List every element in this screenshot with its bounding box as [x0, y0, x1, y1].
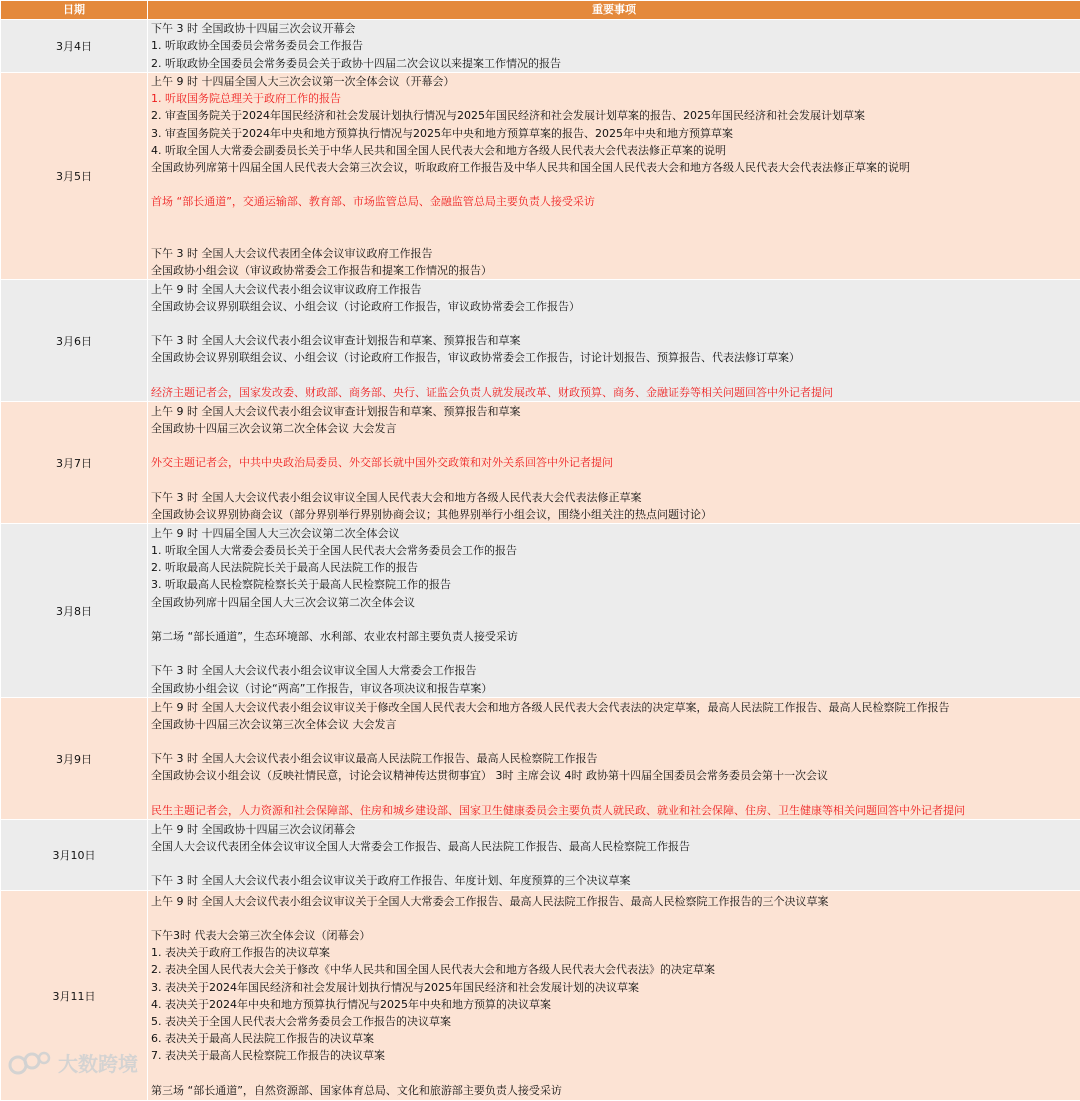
date-cell: 3月4日: [1, 20, 148, 73]
event-line: 上午 9 时 全国人大会议代表小组会议审查计划报告和草案、预算报告和草案: [151, 403, 1080, 420]
event-line: 下午 3 时 全国人大会议代表小组会议审议全国人民代表大会和地方各级人民代表大会代表法修正草案: [151, 489, 1080, 506]
schedule-body: [1, 20, 1080, 1101]
event-line: 下午 3 时 全国政协十四届三次会议开幕会: [151, 20, 1080, 37]
event-line: 全国政协会议界别联组会议、小组会议（讨论政府工作报告，审议政协常委会工作报告，讨论计划报告、预算报告、代表法修订草案）: [151, 349, 1080, 366]
event-line: 6. 表决关于最高人民法院工作报告的决议草案: [151, 1030, 1080, 1047]
event-line: 上午 9 时 十四届全国人大三次会议第二次全体会议: [151, 525, 1080, 542]
events-cell: [148, 402, 1080, 524]
spacer-line: [151, 437, 1080, 454]
event-line: 1. 听取政协全国委员会常务委员会工作报告: [151, 37, 1080, 54]
table-row: [1, 20, 1080, 73]
event-line: 全国政协会议界别联组会议、小组会议（讨论政府工作报告，审议政协常委会工作报告）: [151, 298, 1080, 315]
spacer-line: [151, 733, 1080, 750]
table-row: [1, 524, 1080, 698]
spacer-line: [151, 611, 1080, 628]
table-row: [1, 891, 1080, 1101]
event-line: 全国政协列席十四届全国人大三次会议第二次全体会议: [151, 594, 1080, 611]
table-row: [1, 698, 1080, 820]
event-line: 全国政协十四届三次会议第三次全体会议 大会发言: [151, 716, 1080, 733]
event-line: 全国政协十四届三次会议第二次全体会议 大会发言: [151, 420, 1080, 437]
event-line: 上午 9 时 全国政协十四届三次会议闭幕会: [151, 821, 1080, 838]
spacer-line: [151, 645, 1080, 662]
event-line: 2. 听取最高人民法院院长关于最高人民法院工作的报告: [151, 559, 1080, 576]
date-cell: 3月7日: [1, 402, 148, 524]
event-line: 上午 9 时 全国人大会议代表小组会议审议关于全国人大常委会工作报告、最高人民法院工作报告、最高人民检察院工作报告的三个决议草案: [151, 893, 1080, 910]
spacer-line: [151, 471, 1080, 488]
event-line: 民生主题记者会，人力资源和社会保障部、住房和城乡建设部、国家卫生健康委员会主要负责人就民政、就业和社会保障、住房、卫生健康等相关问题回答中外记者提问: [151, 802, 1080, 819]
event-line: 全国政协小组会议（审议政协常委会工作报告和提案工作情况的报告）: [151, 262, 1080, 279]
date-column-header: 日期: [1, 1, 148, 20]
spacer-line: [151, 910, 1080, 927]
event-line: 全国政协会议界别协商会议（部分界别举行界别协商会议；其他界别举行小组会议，围绕小组关注的热点问题讨论）: [151, 506, 1080, 523]
event-line: 第二场 “部长通道”，生态环境部、水利部、农业农村部主要负责人接受采访: [151, 628, 1080, 645]
event-line: 上午 9 时 十四届全国人大三次会议第一次全体会议（开幕会）: [151, 73, 1080, 90]
event-line: 上午 9 时 全国人大会议代表小组会议审议政府工作报告: [151, 281, 1080, 298]
events-cell: [148, 524, 1080, 698]
spacer-line: [151, 1065, 1080, 1082]
event-line: 1. 听取国务院总理关于政府工作的报告: [151, 90, 1080, 107]
table-row: [1, 820, 1080, 891]
event-line: 3. 听取最高人民检察院检察长关于最高人民检察院工作的报告: [151, 576, 1080, 593]
event-line: 下午 3 时 全国人大会议代表小组会议审议全国人大常委会工作报告: [151, 662, 1080, 679]
table-row: [1, 402, 1080, 524]
event-line: 1. 听取全国人大常委会委员长关于全国人民代表大会常务委员会工作的报告: [151, 542, 1080, 559]
event-line: 全国政协会议小组会议（反映社情民意，讨论会议精神传达贯彻事宜） 3时 主席会议 4时 政协第十四届全国委员会常务委员会第十一次会议: [151, 767, 1080, 784]
event-line: 全国人大会议代表团全体会议审议全国人大常委会工作报告、最高人民法院工作报告、最高人民检察院工作报告: [151, 838, 1080, 855]
event-line: 下午 3 时 全国人大会议代表团全体会议审议政府工作报告: [151, 245, 1080, 262]
date-cell: 3月5日: [1, 73, 148, 280]
events-cell: [148, 20, 1080, 73]
date-cell: 3月6日: [1, 280, 148, 402]
event-line: 第三场 “部长通道”，自然资源部、国家体育总局、文化和旅游部主要负责人接受采访: [151, 1082, 1080, 1099]
spacer-line: [151, 228, 1080, 245]
date-cell: 3月8日: [1, 524, 148, 698]
event-line: 经济主题记者会，国家发改委、财政部、商务部、央行、证监会负责人就发展改革、财政预算、商务、金融证券等相关问题回答中外记者提问: [151, 384, 1080, 401]
event-line: 2. 审查国务院关于2024年国民经济和社会发展计划执行情况与2025年国民经济和社会发展计划草案的报告、2025年国民经济和社会发展计划草案: [151, 107, 1080, 124]
event-line: 下午 3 时 全国人大会议代表小组会议审查计划报告和草案、预算报告和草案: [151, 332, 1080, 349]
event-line: 1. 表决关于政府工作报告的决议草案: [151, 944, 1080, 961]
table-row: [1, 73, 1080, 280]
spacer-line: [151, 315, 1080, 332]
table-row: [1, 280, 1080, 402]
event-line: 7. 表决关于最高人民检察院工作报告的决议草案: [151, 1047, 1080, 1064]
event-line: 上午 9 时 全国人大会议代表小组会议审议关于修改全国人民代表大会和地方各级人民代表大会代表法的决定草案，最高人民法院工作报告、最高人民检察院工作报告: [151, 699, 1080, 716]
event-line: 外交主题记者会，中共中央政治局委员、外交部长就中国外交政策和对外关系回答中外记者提问: [151, 454, 1080, 471]
spacer-line: [151, 211, 1080, 228]
event-line: 3. 表决关于2024年国民经济和社会发展计划执行情况与2025年国民经济和社会发展计划的决议草案: [151, 979, 1080, 996]
watermark-text: 大数跨境: [58, 1048, 138, 1077]
spacer-line: [151, 367, 1080, 384]
event-line: 2. 听取政协全国委员会常务委员会关于政协十四届二次会议以来提案工作情况的报告: [151, 55, 1080, 72]
events-cell: [148, 820, 1080, 891]
date-cell: 3月11日: [1, 891, 148, 1101]
events-column-header: 重要事项: [148, 1, 1080, 20]
date-cell: 3月10日: [1, 820, 148, 891]
events-cell: [148, 698, 1080, 820]
event-line: 5. 表决关于全国人民代表大会常务委员会工作报告的决议草案: [151, 1013, 1080, 1030]
spacer-line: [151, 176, 1080, 193]
event-line: 全国政协列席第十四届全国人民代表大会第三次会议，听取政府工作报告及中华人民共和国全国人民代表大会和地方各级人民代表大会代表法修正草案的说明: [151, 159, 1080, 176]
date-cell: 3月9日: [1, 698, 148, 820]
events-cell: [148, 73, 1080, 280]
event-line: 下午 3 时 全国人大会议代表小组会议审议最高人民法院工作报告、最高人民检察院工作报告: [151, 750, 1080, 767]
events-cell: [148, 891, 1080, 1101]
event-line: 全国政协小组会议（讨论“两高”工作报告，审议各项决议和报告草案）: [151, 680, 1080, 697]
event-line: 4. 听取全国人大常委会副委员长关于中华人民共和国全国人民代表大会和地方各级人民代表大会代表法修正草案的说明: [151, 142, 1080, 159]
events-cell: [148, 280, 1080, 402]
event-line: 4. 表决关于2024年中央和地方预算执行情况与2025年中央和地方预算的决议草案: [151, 996, 1080, 1013]
event-line: 首场 “部长通道”，交通运输部、教育部、市场监管总局、金融监管总局主要负责人接受采访: [151, 193, 1080, 210]
event-line: 3. 审查国务院关于2024年中央和地方预算执行情况与2025年中央和地方预算草案的报告、2025年中央和地方预算草案: [151, 125, 1080, 142]
spacer-line: [151, 785, 1080, 802]
event-line: 下午3时 代表大会第三次全体会议（闭幕会）: [151, 927, 1080, 944]
spacer-line: [151, 855, 1080, 872]
event-line: 下午 3 时 全国人大会议代表小组会议审议关于政府工作报告、年度计划、年度预算的三个决议草案: [151, 872, 1080, 889]
table-header-row: [1, 1, 1080, 20]
event-line: 2. 表决全国人民代表大会关于修改《中华人民共和国全国人民代表大会和地方各级人民代表大会代表法》的决定草案: [151, 961, 1080, 978]
